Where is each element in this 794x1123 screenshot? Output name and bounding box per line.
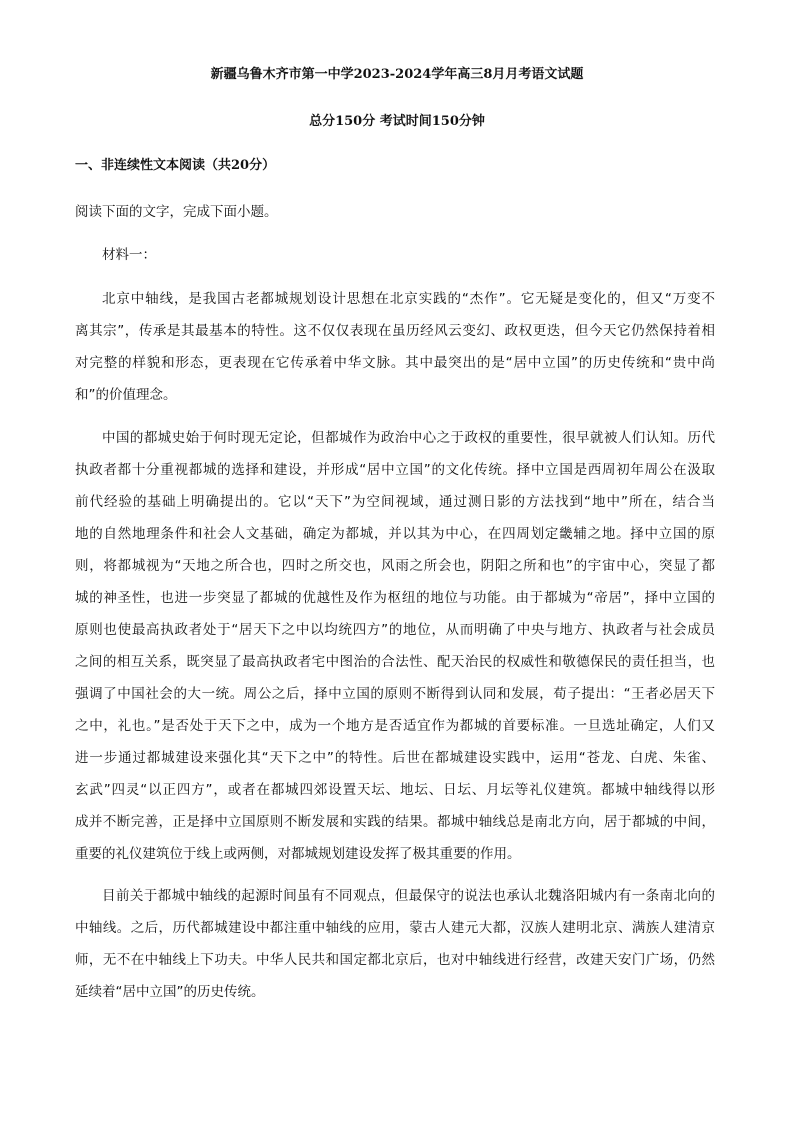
paragraph-line: 师，无不在中轴线上下功夫。中华人民共和国定都北京后，也对中轴线进行经营，改建天安门广场，仍然 xyxy=(75,952,715,968)
paragraph-line: 成并不断完善，正是择中立国原则不断发展和实践的结果。都城中轴线总是南北方向，居于都城的中间， xyxy=(75,814,715,830)
paragraph-line: 中轴线。之后，历代都城建设中都注重中轴线的应用，蒙古人建元大都，汉族人建明北京、满族人建清京 xyxy=(75,920,715,936)
paragraph-line: 执政者都十分重视都城的选择和建设，并形成“居中立国”的文化传统。择中立国是西周初年周公在汲取 xyxy=(75,462,715,478)
document-subtitle: 总分150分 考试时间150分钟 xyxy=(309,114,485,129)
paragraph-line: 之中，礼也。”是否处于天下之中，成为一个地方是否适宜作为都城的首要标准。一旦选址确定，人们又 xyxy=(75,718,715,734)
paragraph-line: 和”的价值理念。 xyxy=(75,387,177,403)
paragraph-line: 城的神圣性，也进一步突显了都城的优越性及作为枢纽的地位与功能。由于都城为“帝居”，择中立国的 xyxy=(75,590,715,606)
document-title: 新疆乌鲁木齐市第一中学2023-2024学年高三8月月考语文试题 xyxy=(210,67,584,82)
section-heading: 一、非连续性文本阅读（共20分） xyxy=(75,158,276,173)
paragraph-line: 延续着“居中立国”的历史传统。 xyxy=(75,984,265,1000)
paragraph-line: 玄武”四灵“以正四方”，或者在都城四郊设置天坛、地坛、日坛、月坛等礼仪建筑。都城中轴线得以形 xyxy=(75,782,715,798)
paragraph-line: 之间的相互关系，既突显了最高执政者宅中图治的合法性、配天治民的权威性和敬德保民的责任担当，也 xyxy=(75,654,715,670)
reading-instruction: 阅读下面的文字，完成下面小题。 xyxy=(75,204,278,220)
paragraph-line: 进一步通过都城建设来强化其“天下之中”的特性。后世在都城建设实践中，运用“苍龙、白虎、朱雀、 xyxy=(75,750,715,766)
paragraph-line: 重要的礼仪建筑位于线上或两侧，对都城规划建设发挥了极其重要的作用。 xyxy=(75,846,521,862)
paragraph-line: 则，将都城视为“天地之所合也，四时之所交也，风雨之所会也，阴阳之所和也”的宇宙中心，突显了都 xyxy=(75,558,715,574)
paragraph-line: 强调了中国社会的大一统。周公之后，择中立国的原则不断得到认同和发展，荀子提出：“王者必居天下 xyxy=(75,686,715,702)
paragraph-line: 目前关于都城中轴线的起源时间虽有不同观点，但最保守的说法也承认北魏洛阳城内有一条南北向的 xyxy=(102,888,715,904)
paragraph-line: 北京中轴线，是我国古老都城规划设计思想在北京实践的“杰作”。它无疑是变化的，但又“万变不 xyxy=(102,291,715,307)
paragraph-line: 中国的都城史始于何时现无定论，但都城作为政治中心之于政权的重要性，很早就被人们认知。历代 xyxy=(102,430,715,446)
paragraph-line: 原则也使最高执政者处于“居天下之中以均统四方”的地位，从而明确了中央与地方、执政者与社会成员 xyxy=(75,622,715,638)
paragraph-line: 离其宗”，传承是其最基本的特性。这不仅仅表现在虽历经风云变幻、政权更迭，但今天它仍然保持着相 xyxy=(75,323,715,339)
paragraph-line: 对完整的样貌和形态，更表现在它传承着中华文脉。其中最突出的是“居中立国”的历史传统和“贵中尚 xyxy=(75,355,715,371)
paragraph-line: 前代经验的基础上明确提出的。它以“天下”为空间视域，通过测日影的方法找到“地中”所在，结合当 xyxy=(75,494,715,510)
material-label: 材料一： xyxy=(102,247,156,263)
paragraph-line: 地的自然地理条件和社会人文基础，确定为都城，并以其为中心，在四周划定畿辅之地。择中立国的原 xyxy=(75,526,715,542)
